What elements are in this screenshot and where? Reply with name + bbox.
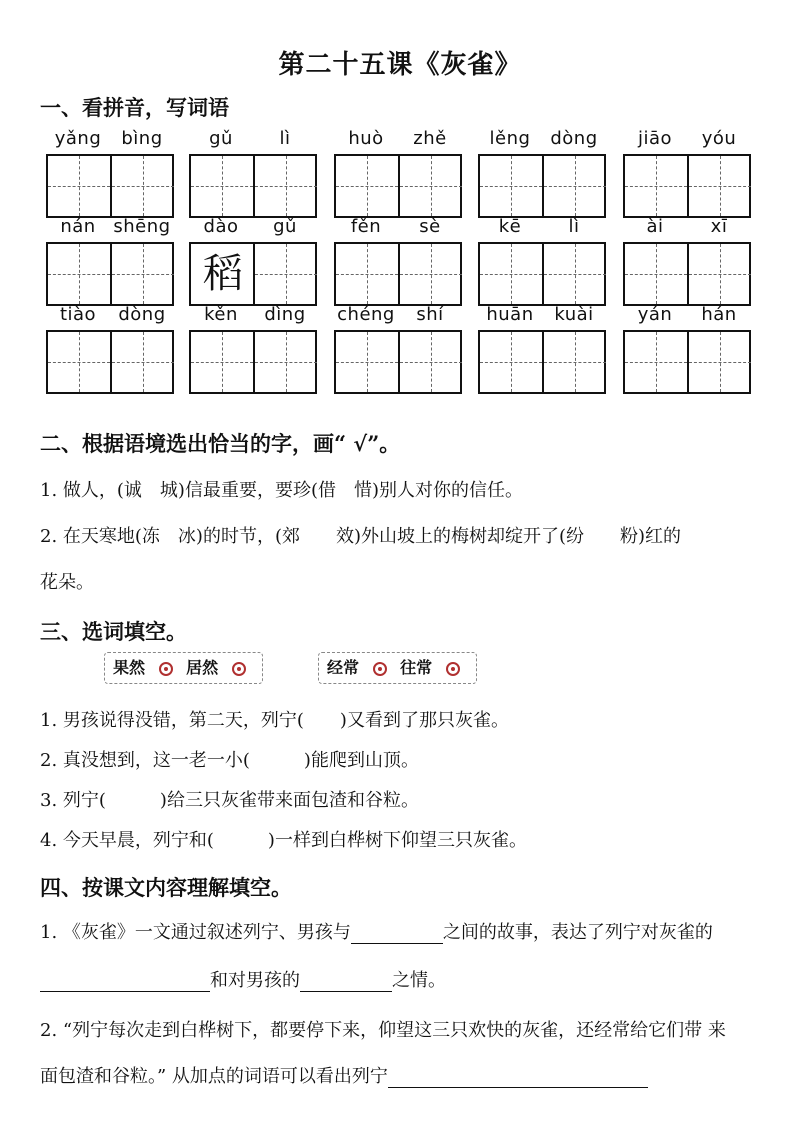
- writing-box[interactable]: [334, 242, 462, 306]
- writing-box[interactable]: [623, 242, 751, 306]
- pinyin-syllable: lì: [568, 216, 580, 237]
- section3-q3: 3. 列宁( )给三只灰雀带来面包渣和谷粒。: [40, 790, 419, 811]
- answer-blank[interactable]: [388, 1069, 648, 1088]
- tian-grid-cell[interactable]: [253, 244, 317, 304]
- grid-guide-horizontal: [480, 186, 542, 187]
- grid-guide-horizontal: [625, 186, 687, 187]
- section4-heading: 四、按课文内容理解填空。: [40, 875, 292, 900]
- pinyin-syllable: lěng: [489, 128, 531, 149]
- grid-guide-horizontal: [112, 186, 174, 187]
- section4-q1-text-b: 之间的故事，表达了列宁对灰雀的: [442, 922, 713, 943]
- grid-guide-horizontal: [480, 274, 542, 275]
- tian-grid-cell[interactable]: [253, 156, 317, 216]
- grid-guide-horizontal: [625, 274, 687, 275]
- section2-line1: 1. 做人，(诚 城)信最重要，要珍(借 惜)别人对你的信任。: [40, 480, 523, 501]
- writing-box[interactable]: [623, 154, 751, 218]
- flower-icon: [230, 660, 248, 678]
- pinyin-syllable: dào: [203, 216, 239, 237]
- section3-q4: 4. 今天早晨，列宁和( )一样到白桦树下仰望三只灰雀。: [40, 830, 527, 851]
- tian-grid-cell[interactable]: [687, 332, 751, 392]
- grid-guide-horizontal: [544, 186, 606, 187]
- tian-grid-cell[interactable]: [110, 332, 174, 392]
- section3-q2: 2. 真没想到，这一老一小( )能爬到山顶。: [40, 750, 419, 771]
- answer-blank[interactable]: [351, 925, 443, 944]
- pinyin-syllable: kē: [498, 216, 522, 237]
- grid-guide-horizontal: [400, 186, 462, 187]
- tian-grid-cell[interactable]: [480, 156, 544, 216]
- page-title: 第二十五课《灰雀》: [278, 50, 522, 80]
- pinyin-syllable: fěn: [350, 216, 382, 237]
- pinyin-syllable: hán: [701, 304, 737, 325]
- writing-box[interactable]: [46, 330, 174, 394]
- grid-guide-horizontal: [689, 186, 751, 187]
- section2-line2: 2. 在天寒地(冻 冰)的时节，(郊 效)外山坡上的梅树却绽开了(纷 粉)红的: [40, 526, 682, 547]
- section4-q1-text-c: 和对男孩的: [210, 970, 300, 991]
- pinyin-syllable: dòng: [118, 304, 166, 325]
- choice-word-wangchang: 往常: [400, 658, 433, 677]
- answer-blank[interactable]: [40, 973, 210, 992]
- tian-grid-cell[interactable]: [253, 332, 317, 392]
- pinyin-syllable: zhě: [413, 128, 447, 149]
- pinyin-syllable: bìng: [121, 128, 163, 149]
- grid-guide-horizontal: [400, 274, 462, 275]
- writing-box[interactable]: [478, 242, 606, 306]
- section1-heading: 一、看拼音，写词语: [40, 95, 229, 120]
- flower-icon: [157, 660, 175, 678]
- tian-grid-cell[interactable]: [687, 244, 751, 304]
- word-choice-box-1: [104, 652, 263, 684]
- section4-q1-line1: [40, 918, 713, 944]
- pinyin-syllable: shēng: [113, 216, 171, 237]
- tian-grid-cell[interactable]: [191, 332, 255, 392]
- grid-guide-horizontal: [625, 362, 687, 363]
- tian-grid-cell[interactable]: [398, 244, 462, 304]
- tian-grid-cell[interactable]: [48, 156, 112, 216]
- pinyin-syllable: yán: [637, 304, 673, 325]
- tian-grid-cell[interactable]: [625, 244, 689, 304]
- tian-grid-cell[interactable]: [480, 332, 544, 392]
- tian-grid-cell[interactable]: [542, 244, 606, 304]
- grid-guide-horizontal: [48, 362, 110, 363]
- tian-grid-cell[interactable]: [191, 156, 255, 216]
- tian-grid-cell[interactable]: [480, 244, 544, 304]
- grid-guide-horizontal: [689, 274, 751, 275]
- pinyin-syllable: gǔ: [209, 128, 233, 149]
- tian-grid-cell[interactable]: [191, 244, 255, 304]
- tian-grid-cell[interactable]: [687, 156, 751, 216]
- writing-box[interactable]: [478, 154, 606, 218]
- writing-box[interactable]: [623, 330, 751, 394]
- prefilled-character: 稻: [203, 251, 243, 297]
- section4-q2-text: 面包渣和谷粒。” 从加点的词语可以看出列宁: [40, 1066, 388, 1087]
- pinyin-syllable: kěn: [204, 304, 238, 325]
- flower-icon: [371, 660, 389, 678]
- grid-guide-horizontal: [255, 274, 317, 275]
- writing-box[interactable]: [334, 330, 462, 394]
- pinyin-syllable: yǎng: [54, 128, 102, 149]
- tian-grid-cell[interactable]: [398, 156, 462, 216]
- grid-guide-horizontal: [191, 362, 253, 363]
- grid-guide-horizontal: [112, 362, 174, 363]
- pinyin-syllable: shí: [416, 304, 444, 325]
- grid-guide-horizontal: [544, 274, 606, 275]
- pinyin-syllable: jiāo: [637, 128, 673, 149]
- pinyin-syllable: chéng: [337, 304, 395, 325]
- section4-q1-line2: [40, 966, 446, 992]
- section3-q1: 1. 男孩说得没错，第二天，列宁( )又看到了那只灰雀。: [40, 710, 509, 731]
- pinyin-syllable: dìng: [264, 304, 306, 325]
- grid-guide-horizontal: [544, 362, 606, 363]
- tian-grid-cell[interactable]: [48, 332, 112, 392]
- grid-guide-horizontal: [336, 362, 398, 363]
- writing-box[interactable]: [478, 330, 606, 394]
- tian-grid-cell[interactable]: [336, 332, 400, 392]
- grid-guide-horizontal: [689, 362, 751, 363]
- pinyin-syllable: yóu: [701, 128, 737, 149]
- pinyin-syllable: xī: [710, 216, 728, 237]
- grid-guide-horizontal: [255, 186, 317, 187]
- section3-heading: 三、选词填空。: [40, 619, 187, 644]
- tian-grid-cell[interactable]: [336, 244, 400, 304]
- pinyin-syllable: dòng: [550, 128, 598, 149]
- grid-guide-horizontal: [480, 362, 542, 363]
- section4-q1-text-d: 之情。: [392, 970, 446, 991]
- writing-box[interactable]: [189, 242, 317, 306]
- grid-guide-horizontal: [191, 186, 253, 187]
- pinyin-syllable: lì: [279, 128, 291, 149]
- section4-q1-text-a: 1. 《灰雀》一文通过叙述列宁、男孩与: [40, 922, 351, 943]
- choice-word-guoran: 果然: [113, 658, 146, 677]
- grid-guide-horizontal: [112, 274, 174, 275]
- grid-guide-horizontal: [48, 274, 110, 275]
- flower-icon: [444, 660, 462, 678]
- pinyin-syllable: kuài: [554, 304, 594, 325]
- writing-box[interactable]: [189, 330, 317, 394]
- pinyin-syllable: sè: [419, 216, 441, 237]
- tian-grid-cell[interactable]: [542, 156, 606, 216]
- word-choice-box-2: [318, 652, 477, 684]
- tian-grid-cell[interactable]: [110, 156, 174, 216]
- writing-box[interactable]: [189, 154, 317, 218]
- choice-word-juran: 居然: [186, 658, 219, 677]
- section2-heading: 二、根据语境选出恰当的字，画“ √”。: [40, 431, 401, 456]
- pinyin-syllable: nán: [60, 216, 96, 237]
- section4-q2-line1: 2. “列宁每次走到白桦树下，都要停下来，仰望这三只欢快的灰雀，还经常给它们带 来: [40, 1020, 726, 1041]
- pinyin-syllable: gǔ: [273, 216, 297, 237]
- grid-guide-horizontal: [400, 362, 462, 363]
- tian-grid-cell[interactable]: [542, 332, 606, 392]
- pinyin-syllable: ài: [646, 216, 664, 237]
- tian-grid-cell[interactable]: [625, 156, 689, 216]
- grid-guide-horizontal: [255, 362, 317, 363]
- grid-guide-horizontal: [336, 274, 398, 275]
- grid-guide-horizontal: [336, 186, 398, 187]
- tian-grid-cell[interactable]: [336, 156, 400, 216]
- tian-grid-cell[interactable]: [625, 332, 689, 392]
- writing-box[interactable]: [46, 154, 174, 218]
- pinyin-syllable: huò: [348, 128, 384, 149]
- answer-blank[interactable]: [300, 973, 392, 992]
- grid-guide-horizontal: [48, 186, 110, 187]
- section2-line3: 花朵。: [40, 572, 94, 593]
- tian-grid-cell[interactable]: [398, 332, 462, 392]
- pinyin-syllable: huān: [486, 304, 534, 325]
- choice-word-jingchang: 经常: [327, 658, 360, 677]
- writing-box[interactable]: [46, 242, 174, 306]
- tian-grid-cell[interactable]: [48, 244, 112, 304]
- pinyin-syllable: tiào: [59, 304, 97, 325]
- writing-box[interactable]: [334, 154, 462, 218]
- section4-q2-line2: [40, 1062, 648, 1088]
- tian-grid-cell[interactable]: [110, 244, 174, 304]
